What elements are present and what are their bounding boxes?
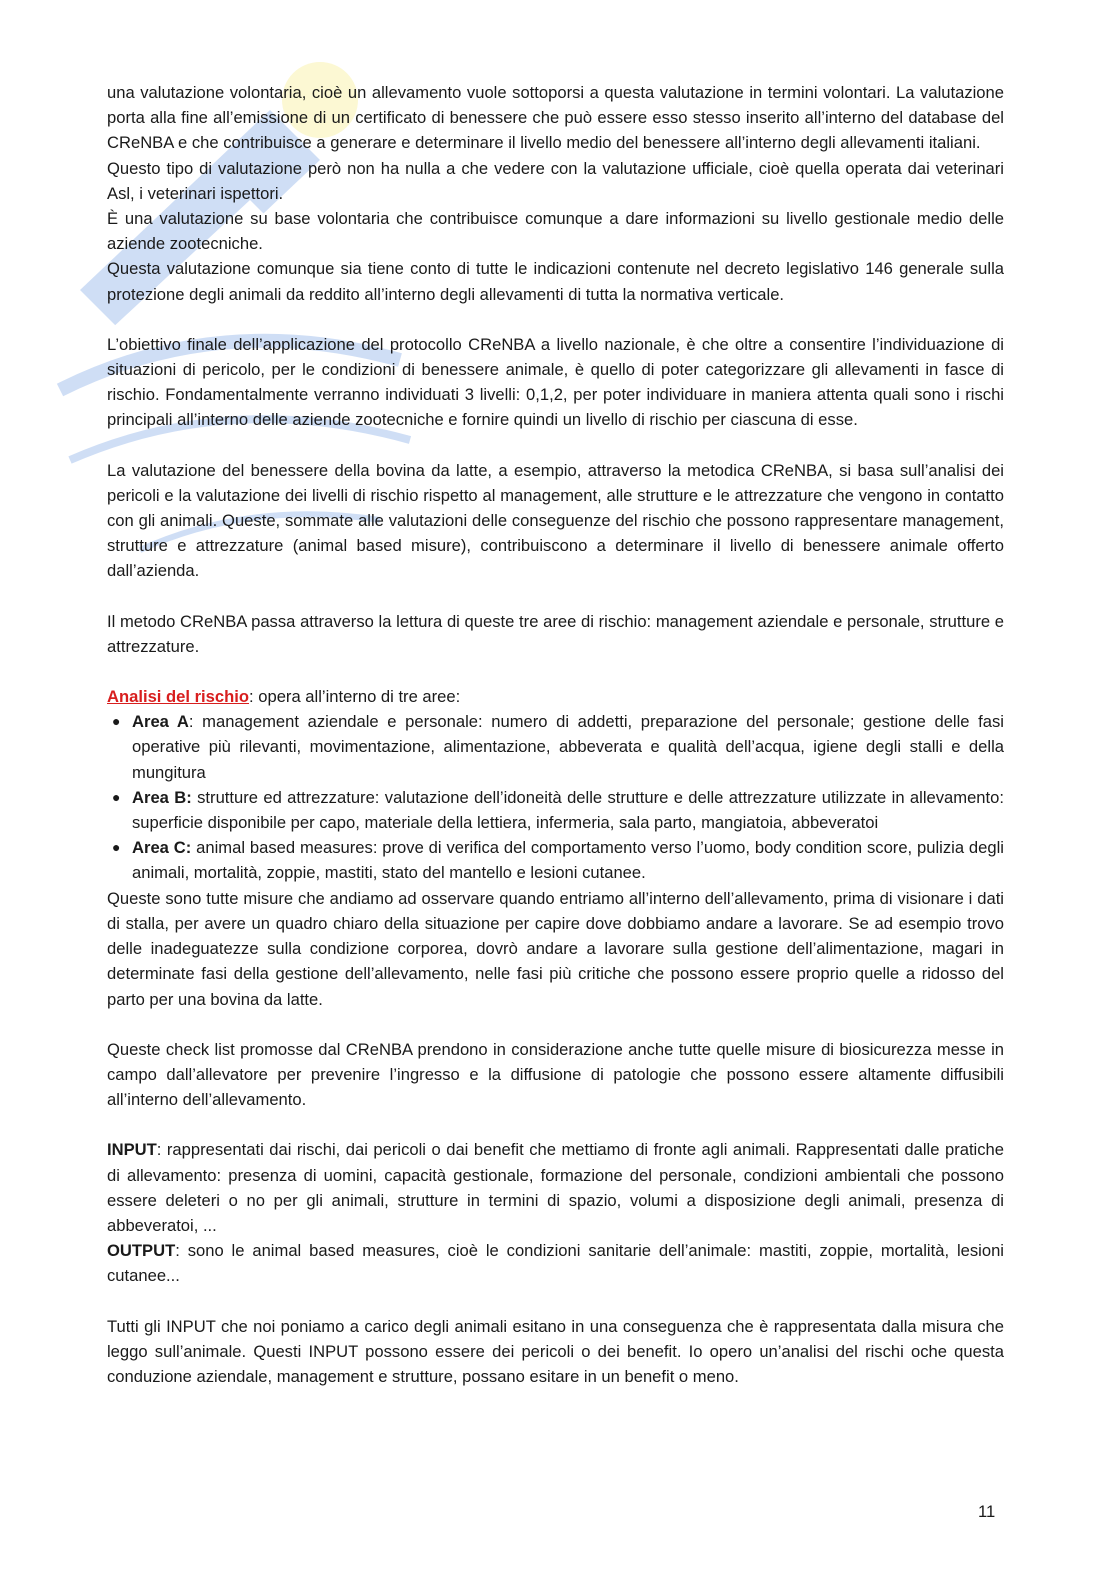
bullet-icon: ● bbox=[112, 788, 121, 805]
list-item-area-b bbox=[107, 785, 1004, 835]
output-text: : sono le animal based measures, cioè le condizioni sanitarie dell’animale: mastiti, zoppie, mortalità, lesioni cutanee... bbox=[107, 1241, 1004, 1286]
paragraph-voluntary: È una valutazione su base volontaria che contribuisce comunque a dare informazioni su livello gestionale medio delle aziende zootecniche. bbox=[107, 209, 1004, 254]
input-text: : rappresentati dai rischi, dai pericoli o dai benefit che mettiamo di fronte agli animali. Rappresentati dalle pratiche di allevamento: presenza di uomini, capacità gestionale, formazione del personale, condizioni ambientali che possono essere deleteri o no per gli animali, strutture in termini di spazio, volumi a disposizione degli animali, presenza di abbeveratoi, ... bbox=[107, 1140, 1004, 1235]
paragraph-output bbox=[107, 1238, 1004, 1288]
input-label: INPUT bbox=[107, 1140, 157, 1160]
risk-analysis-heading-line bbox=[107, 684, 1004, 709]
list-item-area-c bbox=[107, 835, 1004, 885]
spacer bbox=[107, 433, 1004, 458]
page-number: 11 bbox=[978, 1502, 996, 1521]
spacer bbox=[107, 307, 1004, 332]
paragraph-method: Il metodo CReNBA passa attraverso la lettura di queste tre aree di rischio: management aziendale e personale, strutture e attrezzature. bbox=[107, 611, 1004, 656]
risk-areas-list bbox=[107, 709, 1004, 885]
bullet-icon: ● bbox=[112, 839, 121, 856]
spacer bbox=[107, 1012, 1004, 1037]
area-label: Area C: bbox=[132, 838, 192, 858]
document-body bbox=[107, 80, 1004, 1389]
area-text: strutture ed attrezzature: valutazione dell’idoneità delle strutture e delle attrezzature utilizzate in allevamento: superficie disponibile per capo, materiale della lettiera, infermeria, sala parto, mangiatoia, abbeveratoi bbox=[132, 787, 1004, 833]
bullet-icon: ● bbox=[112, 713, 121, 730]
paragraph-assessment: La valutazione del benessere della bovina da latte, a esempio, attraverso la metodica CReNBA, si basa sull’analisi dei pericoli e la valutazione dei livelli di rischio rispetto al management, alle strutture e le attrezzature che vengono in contatto con gli animali. Queste, sommate alle valutazioni delle conseguenze del rischio che possono rappresentare management, strutture e attrezzature (animal based misure), contribuiscono a determinare il livello di benessere animale offerto dall’azienda. bbox=[107, 460, 1004, 581]
paragraph-intro: una valutazione volontaria, cioè un allevamento vuole sottoporsi a questa valutazione in termini volontari. La valutazione porta alla fine all’emissione di un certificato di benessere che può essere esso stesso inserito all’interno del database del CReNBA e che contribuisce a generare e determinare il livello medio del benessere all’interno degli allevamenti italiani. bbox=[107, 83, 1004, 153]
paragraph-decree: Questa valutazione comunque sia tiene conto di tutte le indicazioni contenute nel decreto legislativo 146 generale sulla protezione degli animali da reddito all’interno degli allevamenti di tutta la normativa verticale. bbox=[107, 259, 1004, 304]
paragraph-objective: L’obiettivo finale dell’applicazione del protocollo CReNBA a livello nazionale, è che oltre a consentire l’individuazione di situazioni di pericolo, per le condizioni di benessere animale, è quello di poter categorizzare gli allevamenti in fasce di rischio. Fondamentalmente verranno individuati 3 livelli: 0,1,2, per poter individuare in maniera attenta quali sono i rischi principali all’interno delle aziende zootecniche e fornire quindi un livello di rischio per ciascuna di esse. bbox=[107, 334, 1004, 430]
area-label: Area B: bbox=[132, 787, 192, 807]
area-text: animal based measures: prove di verifica del comportamento verso l’uomo, body condition score, pulizia degli animali, mortalità, zoppie, mastiti, stato del mantello e lesioni cutanee. bbox=[132, 838, 1004, 883]
paragraph-input bbox=[107, 1137, 1004, 1238]
paragraph-official: Questo tipo di valutazione però non ha nulla a che vedere con la valutazione ufficiale, cioè quella operata dai veterinari Asl, i veterinari ispettori. bbox=[107, 158, 1004, 203]
spacer bbox=[107, 1112, 1004, 1137]
paragraph-closing: Tutti gli INPUT che noi poniamo a carico degli animali esitano in una conseguenza che è rappresentata dalla misura che leggo sull’animale. Questi INPUT possono essere dei pericoli o dei benefit. Io opero un’analisi del rischi oche questa conduzione aziendale, management e strutture, possano esitare in un benefit o meno. bbox=[107, 1316, 1004, 1386]
spacer bbox=[107, 584, 1004, 609]
output-label: OUTPUT bbox=[107, 1241, 176, 1261]
risk-analysis-intro: : opera all’interno di tre aree: bbox=[249, 687, 461, 707]
spacer bbox=[107, 1289, 1004, 1314]
area-label: Area A bbox=[132, 712, 189, 732]
list-item-area-a bbox=[107, 709, 1004, 785]
spacer bbox=[107, 659, 1004, 684]
area-text: : management aziendale e personale: numero di addetti, preparazione del personale; gestione delle fasi operative più rilevanti, movimentazione, alimentazione, abbeverata e qualità dell’acqua, igiene degli stalli e della mungitura bbox=[132, 712, 1004, 782]
risk-analysis-link[interactable]: Analisi del rischio bbox=[107, 687, 250, 707]
paragraph-after-areas: Queste sono tutte misure che andiamo ad osservare quando entriamo all’interno dell’allevamento, prima di visionare i dati di stalla, per avere un quadro chiaro della situazione per capire dove dobbiamo andare a lavorare. Se ad esempio trovo delle inadeguatezze sulla condizione corporea, dovrò andare a lavorare sulla gestione dell’alimentazione, magari in determinate fasi della gestione dell’allevamento, nelle fasi più critiche che possono essere proprio quelle a ridosso del parto per una bovina da latte. bbox=[107, 888, 1004, 1009]
paragraph-biosecurity: Queste check list promosse dal CReNBA prendono in considerazione anche tutte quelle misure di biosicurezza messe in campo dall’allevatore per prevenire l’ingresso e la diffusione di patologie che possono essere altamente diffusibili all’interno dell’allevamento. bbox=[107, 1039, 1004, 1110]
